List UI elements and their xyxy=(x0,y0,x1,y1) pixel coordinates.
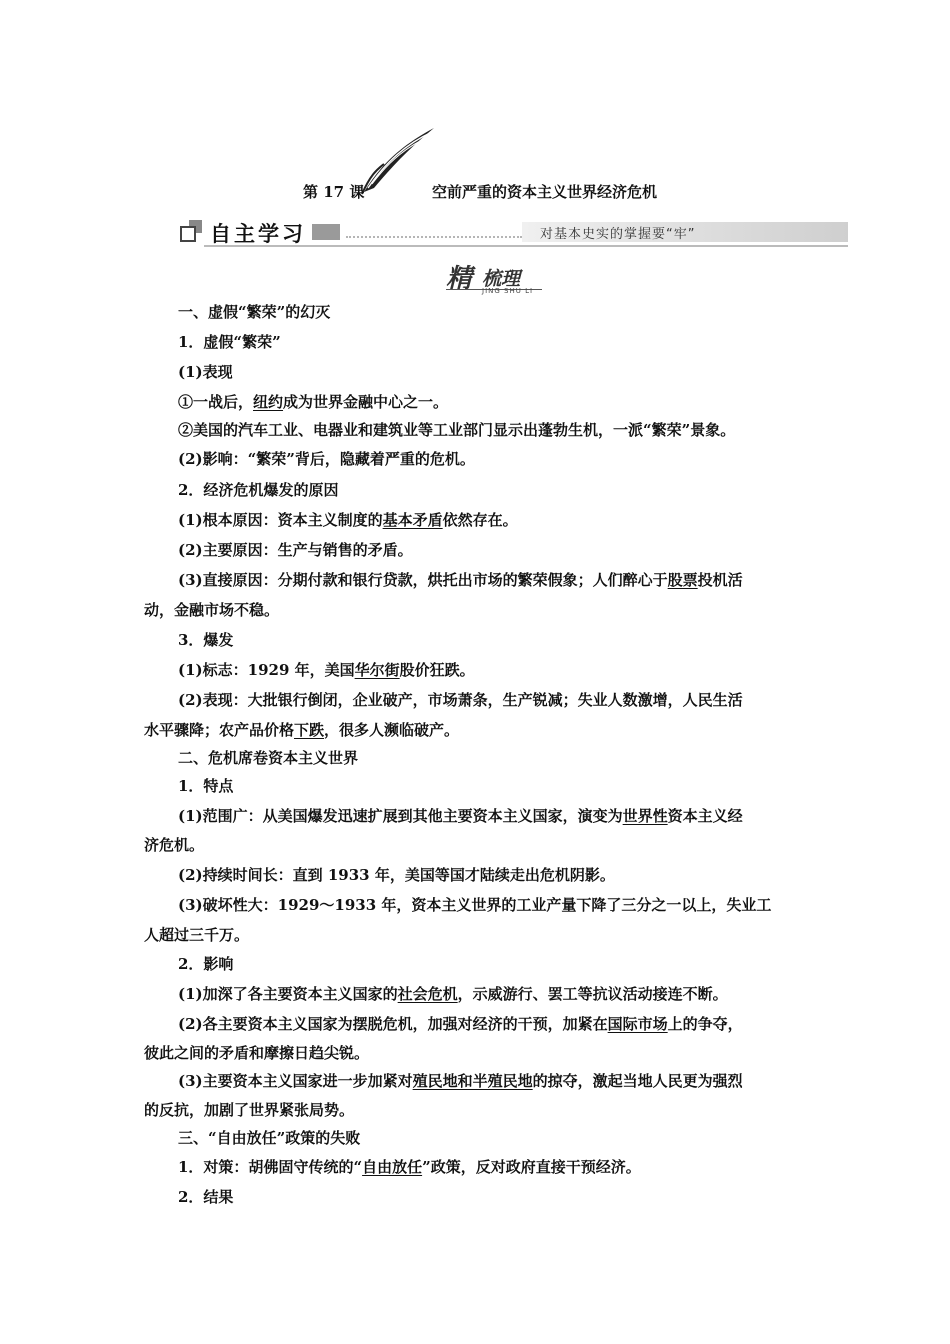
underlined-keyword: 社会危机 xyxy=(397,985,458,1003)
text-segment: (1)标志：1929 年，美国 xyxy=(178,661,355,679)
text-line xyxy=(178,660,475,680)
text-line xyxy=(178,302,330,322)
text-line xyxy=(144,1100,354,1120)
jsl-logo-pinyin: JING SHU LI xyxy=(482,287,534,295)
text-line xyxy=(178,748,358,768)
underlined-keyword: 基本矛盾 xyxy=(382,511,443,529)
lesson-number: 第 17 课 xyxy=(303,183,365,201)
text-line xyxy=(178,420,735,440)
text-segment: 1．虚假“繁荣” xyxy=(178,333,281,351)
banner-square-icon xyxy=(180,226,196,242)
text-line xyxy=(178,630,233,650)
text-line xyxy=(178,570,743,590)
text-segment: 济危机。 xyxy=(144,836,205,854)
text-segment: ②美国的汽车工业、电器业和建筑业等工业部门显示出蓬勃生机，一派“繁荣”景象。 xyxy=(178,421,736,439)
text-line xyxy=(144,600,279,620)
text-line xyxy=(178,362,233,382)
underlined-keyword: 世界性 xyxy=(622,807,668,825)
text-segment: (2)持续时间长：直到 1933 年，美国等国才陆续走出危机阴影。 xyxy=(178,866,615,884)
text-line xyxy=(144,1043,369,1063)
text-segment: (1)表现 xyxy=(178,363,233,381)
text-line xyxy=(178,510,518,530)
text-segment: 二、危机席卷资本主义世界 xyxy=(178,749,359,767)
underlined-keyword: 自由放任 xyxy=(362,1158,423,1176)
text-line xyxy=(178,895,771,915)
jsl-logo-small-chars: 梳理 xyxy=(482,268,521,290)
text-line xyxy=(178,954,233,974)
text-segment: 股价狂跌。 xyxy=(399,661,475,679)
text-segment: (2)表现：大批银行倒闭，企业破产，市场萧条，生产锐减；失业人数激增，人民生活 xyxy=(178,691,743,709)
text-line xyxy=(178,480,338,500)
text-segment: ，示威游行、罢工等抗议活动接连不断。 xyxy=(457,985,728,1003)
text-line xyxy=(178,1071,743,1091)
text-line xyxy=(178,1187,233,1207)
text-segment: 成为世界金融中心之一。 xyxy=(283,393,449,411)
text-segment: ，很多人濒临破产。 xyxy=(324,721,460,739)
text-line xyxy=(178,332,281,352)
text-line xyxy=(178,984,728,1004)
section-subtitle: 对基本史实的掌握要“牢” xyxy=(540,227,696,242)
text-line xyxy=(178,806,743,826)
lesson-title-row xyxy=(0,178,950,204)
text-segment: ①一战后， xyxy=(178,393,254,411)
text-segment: (3)直接原因：分期付款和银行贷款，烘托出市场的繁荣假象；人们醉心于 xyxy=(178,571,668,589)
banner-underline xyxy=(204,245,848,247)
text-segment: 三、“自由放任”政策的失败 xyxy=(178,1129,361,1147)
text-line xyxy=(144,835,204,855)
text-line xyxy=(144,720,459,740)
banner-dotted-line xyxy=(346,236,522,238)
text-segment: (1)根本原因：资本主义制度的 xyxy=(178,511,383,529)
text-segment: 2．结果 xyxy=(178,1188,234,1206)
underlined-keyword: 殖民地和半殖民地 xyxy=(412,1072,533,1090)
text-segment: 2．影响 xyxy=(178,955,234,973)
text-line xyxy=(178,776,233,796)
underlined-keyword: 股票 xyxy=(667,571,698,589)
text-segment: 人超过三千万。 xyxy=(144,926,250,944)
text-line xyxy=(178,1157,641,1177)
text-line xyxy=(178,1128,360,1148)
text-segment: (3)破坏性大：1929～1933 年，资本主义世界的工业产量下降了三分之一以上，失业工 xyxy=(178,896,772,914)
text-segment: 1．对策：胡佛固守传统的“ xyxy=(178,1158,363,1176)
text-line xyxy=(178,865,615,885)
underlined-keyword: 下跌 xyxy=(294,721,325,739)
text-segment: (2)主要原因：生产与销售的矛盾。 xyxy=(178,541,413,559)
jsl-logo-big-char: 精 xyxy=(446,264,473,294)
text-segment: (1)范围广：从美国爆发迅速扩展到其他主要资本主义国家，演变为 xyxy=(178,807,623,825)
lesson-title: 空前严重的资本主义世界经济危机 xyxy=(432,183,658,201)
text-segment: 彼此之间的矛盾和摩擦日趋尖锐。 xyxy=(144,1044,370,1062)
text-segment: 3．爆发 xyxy=(178,631,234,649)
jingshuli-logo xyxy=(446,258,546,298)
text-segment: 上的争夺， xyxy=(667,1015,743,1033)
text-line xyxy=(178,449,475,469)
text-segment: 一、虚假“繁荣”的幻灭 xyxy=(178,303,331,321)
text-segment: (3)主要资本主义国家进一步加紧对 xyxy=(178,1072,413,1090)
text-segment: ”政策，反对政府直接干预经济。 xyxy=(422,1158,641,1176)
text-line xyxy=(144,925,249,945)
text-segment: 动，金融市场不稳。 xyxy=(144,601,280,619)
text-line xyxy=(178,392,448,412)
text-segment: (2)各主要资本主义国家为摆脱危机，加强对经济的干预，加紧在 xyxy=(178,1015,608,1033)
banner-gray-block xyxy=(312,224,340,240)
text-segment: 投机活 xyxy=(697,571,743,589)
text-segment: 的掠夺，激起当地人民更为强烈 xyxy=(532,1072,743,1090)
text-line xyxy=(178,540,413,560)
underlined-keyword: 国际市场 xyxy=(607,1015,668,1033)
text-segment: 依然存在。 xyxy=(442,511,518,529)
section-title: 自主学习 xyxy=(210,222,306,246)
text-segment: 水平骤降；农产品价格 xyxy=(144,721,295,739)
underlined-keyword: 纽约 xyxy=(253,393,284,411)
section-banner xyxy=(180,216,848,250)
text-segment: 1．特点 xyxy=(178,777,234,795)
underlined-keyword: 华尔街 xyxy=(354,661,400,679)
text-segment: (2)影响：“繁荣”背后，隐藏着严重的危机。 xyxy=(178,450,475,468)
text-line xyxy=(178,1014,743,1034)
text-segment: (1)加深了各主要资本主义国家的 xyxy=(178,985,398,1003)
text-line xyxy=(178,690,743,710)
text-segment: 资本主义经 xyxy=(667,807,743,825)
text-segment: 的反抗，加剧了世界紧张局势。 xyxy=(144,1101,355,1119)
text-segment: 2．经济危机爆发的原因 xyxy=(178,481,339,499)
